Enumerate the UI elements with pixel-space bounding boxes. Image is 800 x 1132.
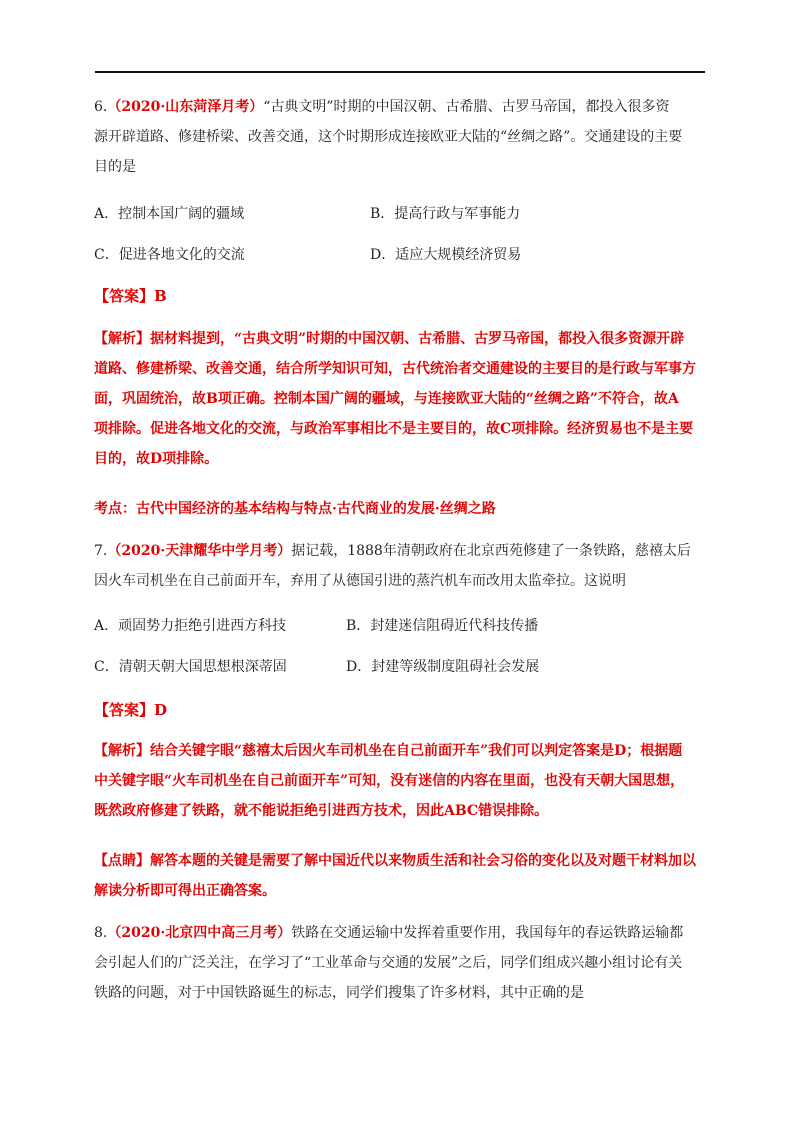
question-6-answer — [94, 284, 710, 308]
question-7-option-c: C．清朝天朝大国思想根深蒂固 — [94, 659, 287, 675]
question-6-number: 6. — [94, 99, 108, 115]
question-6-analysis-text-1: 据材料提到，“古典文明”时期的中国汉朝、古希腊、古罗马帝国，都投入很多资源开辟 — [150, 331, 685, 347]
question-6-analysis-line-1 — [94, 324, 710, 354]
question-7-answer-value: D — [154, 701, 168, 719]
question-7-line-1 — [94, 536, 710, 566]
question-6-answer-label: 【答案】 — [94, 287, 155, 305]
question-7-answer — [94, 698, 710, 722]
question-8-number: 8. — [94, 925, 108, 941]
question-6-options-row-1 — [94, 203, 710, 225]
question-6-analysis-line-2: 道路、修建桥梁、改善交通，结合所学知识可知，古代统治者交通建设的主要目的是行政与军事方 — [94, 361, 696, 377]
question-7-option-d: D．封建等级制度阻碍社会发展 — [346, 659, 540, 675]
question-8-source: （2020·北京四中高三月考） — [107, 925, 292, 941]
question-7-analysis-line-1 — [94, 736, 710, 766]
question-7-analysis-label: 【解析】 — [94, 743, 150, 759]
question-6-option-b: B．提高行政与军事能力 — [370, 206, 521, 222]
question-6-stem — [94, 92, 710, 182]
question-6-line-3: 目的是 — [94, 159, 136, 175]
question-6-analysis-line-4: 项排除。促进各地文化的交流，与政治军事相比不是主要目的，故C项排除。经济贸易也不是主要 — [94, 421, 694, 437]
question-6-option-c: C．促进各地文化的交流 — [94, 247, 245, 263]
question-6-source: （2020·山东菏泽月考） — [107, 99, 264, 115]
question-6-text-1: “古典文明”时期的中国汉朝、古希腊、古罗马帝国，都投入很多资 — [263, 99, 670, 115]
question-7-text-1: 据记载，1888年清朝政府在北京西苑修建了一条铁路，慈禧太后 — [291, 543, 691, 559]
question-6-options-row-2 — [94, 244, 710, 266]
question-6-line-2: 源开辟道路、修建桥梁、改善交通，这个时期形成连接欧亚大陆的“丝绸之路”。交通建设的主要 — [94, 129, 683, 145]
question-7-options-row-2 — [94, 656, 710, 678]
question-7-dianjing-label: 【点睛】 — [94, 853, 150, 869]
question-8-text-1: 铁路在交通运输中发挥着重要作用，我国每年的春运铁路运输都 — [291, 925, 684, 941]
question-7-answer-label: 【答案】 — [94, 701, 155, 719]
question-7-option-a: A．顽固势力拒绝引进西方科技 — [94, 618, 287, 634]
question-8-line-2: 会引起人们的广泛关注，在学习了“工业革命与交通的发展”之后，同学们组成兴趣小组讨论有关 — [94, 955, 683, 971]
question-7-options-row-1 — [94, 615, 710, 637]
question-7-stem — [94, 536, 710, 596]
question-6-analysis-label: 【解析】 — [94, 331, 150, 347]
question-7-dianjing-line-2: 解读分析即可得出正确答案。 — [94, 883, 276, 899]
question-7-analysis-line-3: 既然政府修建了铁路，就不能说拒绝引进西方技术，因此ABC错误排除。 — [94, 803, 549, 819]
question-6-analysis — [94, 324, 710, 474]
question-6-analysis-line-3: 面，巩固统治，故B项正确。控制本国广阔的疆域，与连接欧亚大陆的“丝绸之路”不符合，故A — [94, 391, 679, 407]
question-7-analysis-text-1: 结合关键字眼“慈禧太后因火车司机坐在自己前面开车”我们可以判定答案是D；根据题 — [150, 743, 683, 759]
header-rule — [95, 71, 705, 73]
question-8-line-3: 铁路的问题，对于中国铁路诞生的标志，同学们搜集了许多材料，其中正确的是 — [94, 985, 584, 1001]
question-7-dianjing-line-1 — [94, 846, 710, 876]
question-7-analysis-line-2: 中关键字眼“火车司机坐在自己前面开车”可知，没有迷信的内容在里面，也没有天朝大国思想， — [94, 773, 685, 789]
question-7-dianjing — [94, 846, 710, 906]
question-7-line-2: 因火车司机坐在自己前面开车，弃用了从德国引进的蒸汽机车而改用太监牵拉。这说明 — [94, 573, 626, 589]
question-8-line-1 — [94, 918, 710, 948]
question-8-stem — [94, 918, 710, 1008]
question-7-dianjing-text-1: 解答本题的关键是需要了解中国近代以来物质生活和社会习俗的变化以及对题干材料加以 — [150, 853, 696, 869]
question-6-option-a: A．控制本国广阔的疆域 — [94, 206, 245, 222]
question-7-analysis — [94, 736, 710, 826]
question-7-number: 7. — [94, 543, 108, 559]
question-6-line-1 — [94, 92, 710, 122]
question-6-analysis-line-5: 目的，故D项排除。 — [94, 451, 219, 467]
question-6-kaodian: 考点：古代中国经济的基本结构与特点·古代商业的发展·丝绸之路 — [94, 501, 496, 517]
question-7-option-b: B．封建迷信阻碍近代科技传播 — [346, 618, 539, 634]
question-6-option-d: D．适应大规模经济贸易 — [370, 247, 522, 263]
question-6-answer-value: B — [154, 287, 167, 305]
question-7-source: （2020·天津耀华中学月考） — [107, 543, 292, 559]
